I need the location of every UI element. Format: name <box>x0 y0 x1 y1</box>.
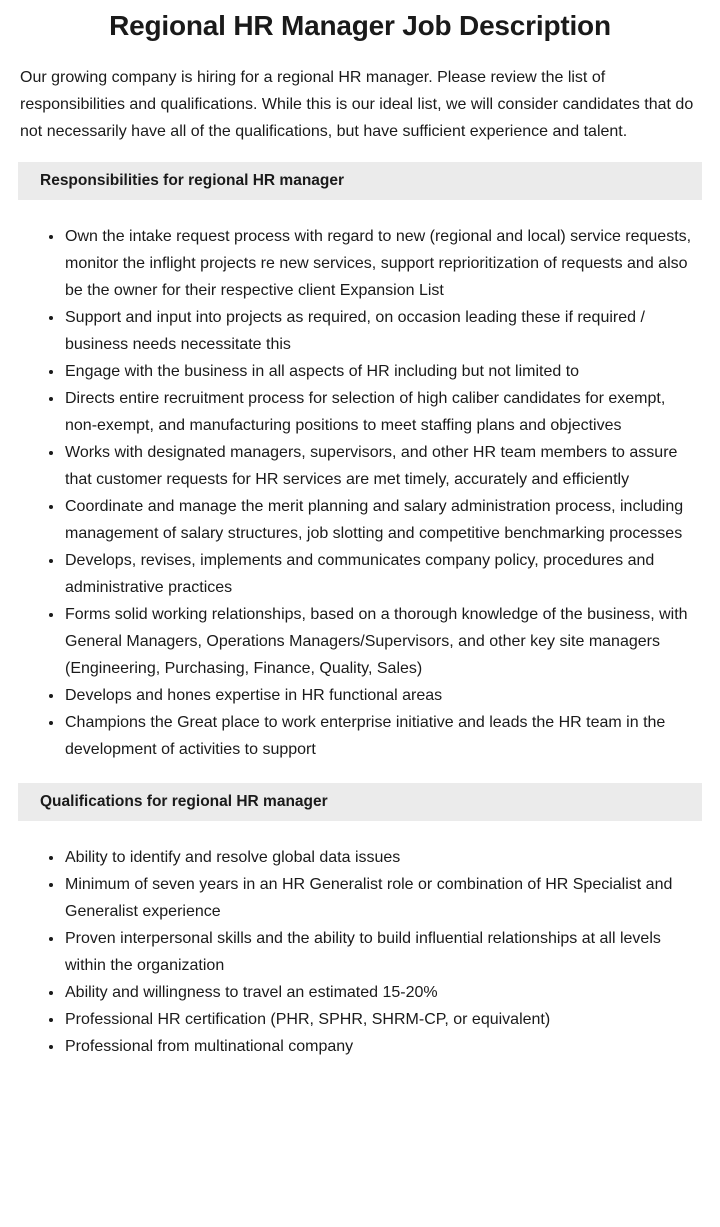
list-item: • Engage with the business in all aspects of HR including but not limited to <box>64 358 700 385</box>
list-item: • Ability to identify and resolve global data issues <box>64 844 700 871</box>
list-item: • Directs entire recruitment process for selection of high caliber candidates for exempt, non-exempt, and manufacturing positions to meet staffing plans and objectives <box>64 385 700 439</box>
list-item: • Proven interpersonal skills and the ability to build influential relationships at all levels within the organization <box>64 925 700 979</box>
responsibilities-section <box>20 162 700 763</box>
qualifications-list <box>20 844 700 1060</box>
list-item: • Professional HR certification (PHR, SPHR, SHRM-CP, or equivalent) <box>64 1006 700 1033</box>
list-item: • Professional from multinational company <box>64 1033 700 1060</box>
qualifications-section <box>20 783 700 1060</box>
list-item: • Coordinate and manage the merit planning and salary administration process, including management of salary structures, job slotting and competitive benchmarking processes <box>64 493 700 547</box>
responsibilities-list <box>20 223 700 763</box>
page-title: Regional HR Manager Job Description <box>109 10 611 41</box>
list-item: • Forms solid working relationships, based on a thorough knowledge of the business, with General Managers, Operations Managers/Supervisors, and other key site managers (Engineering, Purchasing, Finance, Quality, Sales) <box>64 601 700 682</box>
qualifications-section-header: Qualifications for regional HR manager <box>18 783 702 821</box>
list-item: • Develops, revises, implements and communicates company policy, procedures and administrative practices <box>64 547 700 601</box>
list-item: • Champions the Great place to work enterprise initiative and leads the HR team in the development of activities to support <box>64 709 700 763</box>
list-item: • Develops and hones expertise in HR functional areas <box>64 682 700 709</box>
list-item: • Minimum of seven years in an HR Generalist role or combination of HR Specialist and Generalist experience <box>64 871 700 925</box>
responsibilities-section-header: Responsibilities for regional HR manager <box>18 162 702 200</box>
intro-paragraph: Our growing company is hiring for a regional HR manager. Please review the list of responsibilities and qualifications. While this is our ideal list, we will consider candidates that do not necessarily have all of the qualifications, but have sufficient experience and talent. <box>20 69 694 141</box>
list-item: • Own the intake request process with regard to new (regional and local) service requests, monitor the inflight projects re new services, support reprioritization of requests and also be the owner for their respective client Expansion List <box>64 223 700 304</box>
list-item: • Ability and willingness to travel an estimated 15-20% <box>64 979 700 1006</box>
list-item: • Works with designated managers, supervisors, and other HR team members to assure that customer requests for HR services are met timely, accurately and efficiently <box>64 439 700 493</box>
list-item: • Support and input into projects as required, on occasion leading these if required / business needs necessitate this <box>64 304 700 358</box>
